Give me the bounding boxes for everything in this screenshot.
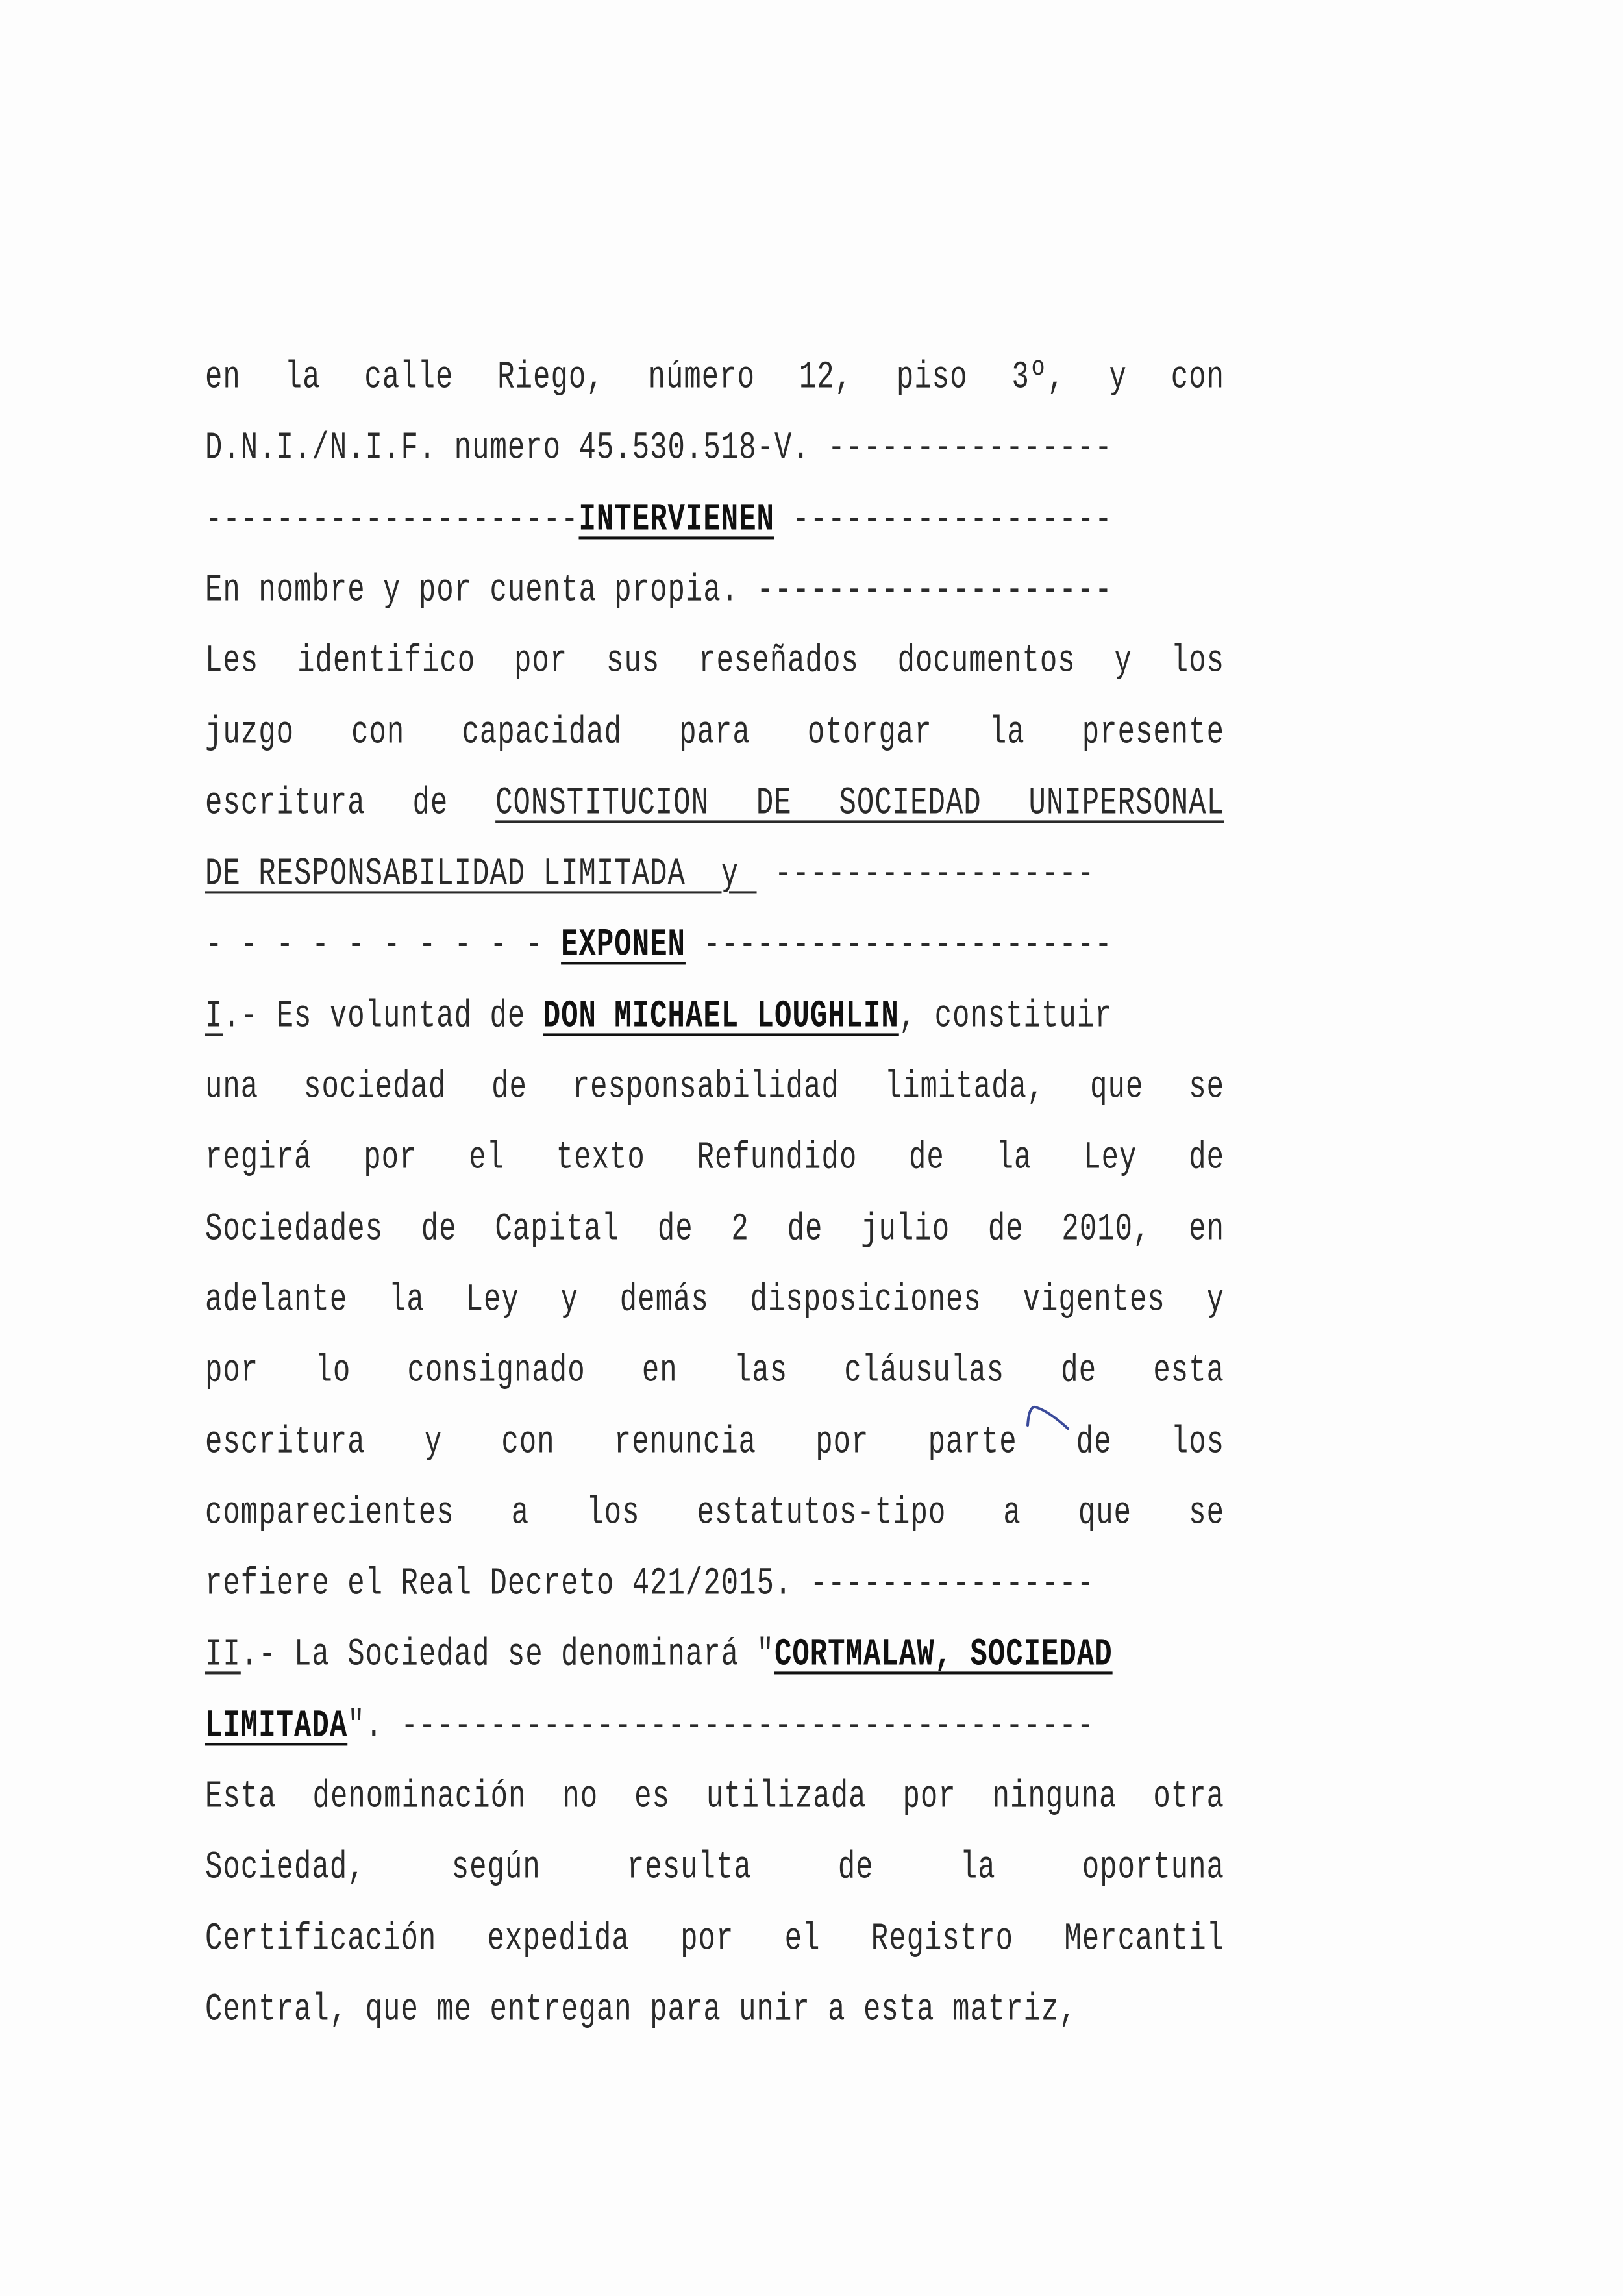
text-segment: juzgo con capacidad para otorgar la presente (205, 710, 1224, 755)
text-line (205, 923, 1224, 993)
text-line (205, 1917, 1224, 1988)
text-line (205, 1491, 1224, 1562)
underlined-text: I (205, 994, 223, 1039)
text-segment: - - - - - - - - - - (205, 923, 562, 967)
text-segment: Sociedades de Capital de 2 de julio de 2010, en (205, 1207, 1224, 1252)
text-segment: por lo consignado en las cláusulas de esta (205, 1349, 1224, 1393)
text-segment: escritura de (205, 781, 496, 826)
emphasized-text: EXPONEN (561, 923, 686, 967)
emphasized-text: DON MICHAEL LOUGHLIN (543, 994, 899, 1039)
text-line (205, 1279, 1224, 1349)
text-segment: , constituir (898, 994, 1113, 1039)
text-line (205, 1562, 1224, 1632)
text-line (205, 1988, 1224, 2058)
text-segment: ------------------ (774, 497, 1113, 542)
text-line (205, 498, 1224, 568)
text-segment: ------------------ (756, 853, 1095, 897)
text-segment: adelante la Ley y demás disposiciones vigentes y (205, 1278, 1224, 1323)
underlined-text: II (205, 1633, 241, 1677)
text-line (205, 356, 1224, 426)
text-segment: .- La Sociedad se denominará " (240, 1633, 774, 1677)
text-segment: una sociedad de responsabilidad limitada, que se (205, 1066, 1224, 1110)
underlined-text: DE RESPONSABILIDAD LIMITADA y (205, 853, 757, 897)
text-segment: ". --------------------------------------- (347, 1704, 1095, 1749)
text-segment: D.N.I./N.I.F. numero 45.530.518-V. ---------------- (205, 427, 1113, 471)
underlined-text: CONSTITUCION DE SOCIEDAD UNIPERSONAL (495, 781, 1224, 826)
text-line (205, 782, 1224, 852)
emphasized-text: LIMITADA (205, 1704, 348, 1749)
text-segment: Esta denominación no es utilizada por ninguna otra (205, 1775, 1224, 1819)
text-segment: en la calle Riego, número 12, piso 3º, y con (205, 356, 1224, 400)
text-line (205, 1208, 1224, 1278)
text-line (205, 1066, 1224, 1136)
text-line (205, 569, 1224, 639)
text-segment: refiere el Real Decreto 421/2015. ---------------- (205, 1562, 1095, 1606)
text-line (205, 427, 1224, 497)
text-segment: Sociedad, según resulta de la oportuna (205, 1846, 1224, 1890)
text-line (205, 711, 1224, 781)
text-line (205, 1704, 1224, 1775)
text-segment: comparecientes a los estatutos-tipo a que se (205, 1491, 1224, 1536)
text-line (205, 1136, 1224, 1206)
text-segment: Certificación expedida por el Registro Mercantil (205, 1917, 1224, 1962)
text-line (205, 1349, 1224, 1419)
text-segment: --------------------- (205, 497, 579, 542)
text-line (205, 1846, 1224, 1916)
text-segment: ----------------------- (685, 923, 1113, 967)
text-line (205, 995, 1224, 1065)
text-line (205, 1421, 1224, 1491)
text-line (205, 1775, 1224, 1845)
text-segment: escritura y con renuncia por parte de los (205, 1420, 1224, 1464)
text-line (205, 853, 1224, 923)
text-segment: Les identifico por sus reseñados documentos y los (205, 640, 1224, 684)
text-segment: Central, que me entregan para unir a esta matriz, (205, 1988, 1077, 2032)
text-line (205, 640, 1224, 710)
text-segment: regirá por el texto Refundido de la Ley de (205, 1136, 1224, 1180)
text-segment: .- Es voluntad de (223, 994, 543, 1039)
emphasized-text: CORTMALAW, SOCIEDAD (774, 1633, 1113, 1677)
emphasized-text: INTERVIENEN (578, 497, 774, 542)
text-line (205, 1633, 1224, 1703)
text-segment: En nombre y por cuenta propia. -------------------- (205, 568, 1113, 613)
